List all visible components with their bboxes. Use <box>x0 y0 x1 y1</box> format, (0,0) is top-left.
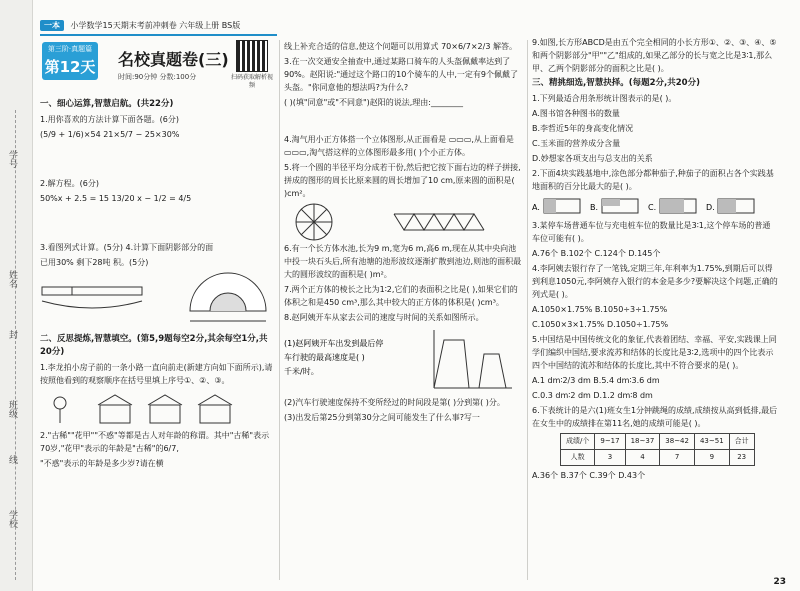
figure <box>284 326 522 396</box>
speed-time-graph <box>284 326 514 396</box>
column-divider <box>279 40 280 580</box>
header-rule <box>40 34 277 36</box>
question-text: 6.有一个长方体水池,长为9 m,宽为6 m,高6 m,现在从其中央向池中投一块石头后,所有池塘的池形波纹逐渐扩散到池边,则池的面积最大的圆形波纹的面积是( )m²。 <box>284 244 522 279</box>
question-text: 3.在一次交通安全抽查中,通过某路口骑车的人头盔佩戴率达到了90%。赵阳说:"通过这个路口的10个骑车的人中,一定有9个佩戴了头盔。"你同意他的想法吗?为什么? <box>284 57 518 92</box>
qr-code-icon[interactable] <box>236 40 268 72</box>
figure <box>284 202 522 242</box>
question-text: 线上补充合适的信息,使这个问题可以用算式 70×6/7×2/3 解答。 <box>284 42 517 51</box>
question-text: A.图书馆各种图书的数量 <box>532 109 620 118</box>
section-heading: 一、细心运算,智慧启航。(共22分) <box>40 99 174 109</box>
question-text: A.36个 B.37个 C.39个 D.43个 <box>532 471 646 480</box>
table-row <box>561 434 755 450</box>
badge-day: 第12天 <box>44 58 96 76</box>
question-text: 4.李阿姨去银行存了一笔钱,定期三年,年利率为1.75%,到期后可以得到利息1050元,李阿姨存入银行的本金是多少?要解决这个问题,正确的列式是( )。 <box>532 264 778 299</box>
question-text: 2."古稀""花甲""不惑"等都是古人对年龄的称谓。其中"古稀"表示70岁,"花甲"表示的年龄是"古稀"的6/7, <box>40 431 270 453</box>
question-text: (5/9 + 1/6)×54 21×5/7 − 25×30% <box>40 130 180 139</box>
question-text: (3)出发后第25分到第30分之间可能发生了什么事?写一 <box>284 413 480 422</box>
table-cell: 23 <box>729 450 754 466</box>
figure <box>40 271 275 331</box>
section-heading: 三、精挑细选,智慧抉择。(每题2分,共20分) <box>532 78 700 88</box>
question-text: 3.看图列式计算。(5分) 4.计算下面阴影部分的面 <box>40 243 214 252</box>
table-cell: 18~37 <box>625 434 660 450</box>
svg-text:(1)赵阿姨开车出发到最后停: (1)赵阿姨开车出发到最后停 <box>284 339 384 348</box>
jump-rope-table <box>560 433 755 466</box>
question-text: 2.解方程。(6分) <box>40 179 99 188</box>
question-text: 5.中国结是中国传统文化的象征,代表着团结、幸福、平安,实践课上同学们编织中国结,要求流苏和结体的长度比是3∶2,选项中的四个比表示四个中国结的流苏和结体的长度比,其中不符合要求的是( )。 <box>532 335 777 370</box>
table-cell: 9~17 <box>595 434 625 450</box>
spine-label: 封 <box>7 330 17 339</box>
svg-text:千米/时。: 千米/时。 <box>284 367 319 376</box>
question-text: 1.下列最适合用条形统计图表示的是( )。 <box>532 94 677 103</box>
question-text: 3.某停车场普通车位与充电桩车位的数量比是3∶1,这个停车场的普通车位可能有( )。 <box>532 221 771 243</box>
badge-stage: 第三阶·真题篇 <box>47 45 93 53</box>
table-cell: 9 <box>694 450 729 466</box>
spine-label: 线 <box>7 455 17 464</box>
question-text: D.妙想家各项支出与总支出的关系 <box>532 154 653 163</box>
question-text: C.1050×3×1.75% D.1050÷1.75% <box>532 320 669 329</box>
question-text: 1.李龙拍小房子前的一条小路一直向前走(新建方向如下面所示),请按照他看到的观察顺序在括号里填上序号①、②、③。 <box>40 363 273 385</box>
question-text: C.0.3 dm∶2 dm D.1.2 dm∶8 dm <box>532 391 653 400</box>
binding-strip <box>0 0 33 591</box>
figures-q3-q4 <box>40 271 270 331</box>
table-cell: 38~42 <box>660 434 695 450</box>
question-text: "不惑"表示的年龄是多少岁?请在横 <box>40 459 164 468</box>
page-number: 23 <box>773 577 786 587</box>
svg-text:A.: A. <box>532 203 540 212</box>
question-text: ( )(填"同意"或"不同意")赵阳的说法,理由:________ <box>284 98 463 107</box>
qr-caption: 扫码获取解析视频 <box>230 74 273 89</box>
question-text: A.76个 B.102个 C.124个 D.145个 <box>532 249 661 258</box>
day-badge <box>42 42 98 80</box>
column-middle <box>284 40 522 426</box>
svg-text:D.: D. <box>706 203 715 212</box>
question-text: 9.如图,长方形ABCD是由五个完全相同的小长方形①、②、③、④、⑤和两个阴影部分"甲""乙"组成的,如果乙部分的长与宽之比是3∶1,那么甲、乙两个阴影部分的面积之比是( )。 <box>532 38 777 73</box>
figure <box>532 195 778 219</box>
answer-space[interactable] <box>40 207 275 241</box>
question-text: 6.下表统计的是六(1)班女生1分钟跳绳的成绩,成绩按从高到低排,最后在女生中的成绩排在第11名,她的成绩可能是( )。 <box>532 406 778 428</box>
spine-label: 姓名 <box>7 270 17 288</box>
series-title: 小学数学15天期末考前冲刺卷 六年级上册 BS版 <box>70 21 241 30</box>
page-title: 名校真题卷(三) <box>118 50 229 69</box>
table-cell: 成绩/个 <box>561 434 595 450</box>
question-text: 50%x + 2.5 = 15 13/20 x − 1/2 = 4/5 <box>40 194 192 203</box>
column-right <box>532 36 778 484</box>
exam-meta: 时间:90分钟 分数:100分 <box>118 73 197 81</box>
table-cell: 3 <box>595 450 625 466</box>
column-left <box>40 96 275 472</box>
question-text: C.玉米面的营养成分含量 <box>532 139 621 148</box>
question-text: B.李哲近5年的身高变化情况 <box>532 124 634 133</box>
answer-space[interactable] <box>40 143 275 177</box>
practice-base-options <box>532 195 772 219</box>
section-heading: 二、反思提炼,智慧填空。(第5,9题每空2分,其余每空1分,共20分) <box>40 334 268 357</box>
question-text: 已用30% 剩下28吨 积。(5分) <box>40 258 149 267</box>
question-text: 2.下面4块实践基地中,涂色部分都种茄子,种茄子的面积占各个实践基地面积的百分比最大的是( )。 <box>532 169 774 191</box>
column-divider <box>527 40 528 580</box>
table-cell: 人数 <box>561 450 595 466</box>
house-observation-figure <box>40 389 270 429</box>
answer-space[interactable] <box>284 111 522 133</box>
question-text: A.1 dm∶2/3 dm B.5.4 dm∶3.6 dm <box>532 376 660 385</box>
svg-text:车行驶的最高速度是( ): 车行驶的最高速度是( ) <box>284 353 365 362</box>
question-text: 1.用你喜欢的方法计算下面各题。(6分) <box>40 115 179 124</box>
question-text: 4.淘气用小正方体搭一个立体图形,从正面看是 ▭▭▭,从上面看是 ▭▭▭,淘气搭这样的立体图形最多用( )个小正方体。 <box>284 135 514 157</box>
page-header <box>40 20 540 34</box>
brand-logo: 一本 <box>40 20 64 31</box>
question-text: A.1050×1.75% B.1050÷3÷1.75% <box>532 305 668 314</box>
spine-label: 学号 <box>7 150 17 168</box>
spine-label: 班级 <box>7 400 17 418</box>
question-text: (2)汽车行驶速度保持不变所经过的时间段是第( )分到第( )分。 <box>284 398 505 407</box>
table-row <box>561 450 755 466</box>
spine-label: 学校 <box>7 510 17 528</box>
question-text: 5.将一个圆的半径平均分成若干份,然后把它按下面右边的样子拼接,拼成的图形的周长比原来圆的周长增加了10 cm,原来圆的面积是( )cm²。 <box>284 163 521 198</box>
question-text: 7.两个正方体的棱长之比为1∶2,它们的表面积之比是( ),如果它们的体积之和是450 cm³,那么其中较大的正方体的体积是( )cm³。 <box>284 285 518 307</box>
figure <box>40 389 275 429</box>
circle-sector-figure <box>284 202 514 242</box>
question-text: 8.赵阿姨开车从家去公司的速度与时间的关系如图所示。 <box>284 313 484 322</box>
svg-text:B.: B. <box>590 203 599 212</box>
table-cell: 合计 <box>729 434 754 450</box>
table-cell: 43~51 <box>694 434 729 450</box>
svg-text:C.: C. <box>648 203 657 212</box>
table-cell: 7 <box>660 450 695 466</box>
table-cell: 4 <box>625 450 660 466</box>
